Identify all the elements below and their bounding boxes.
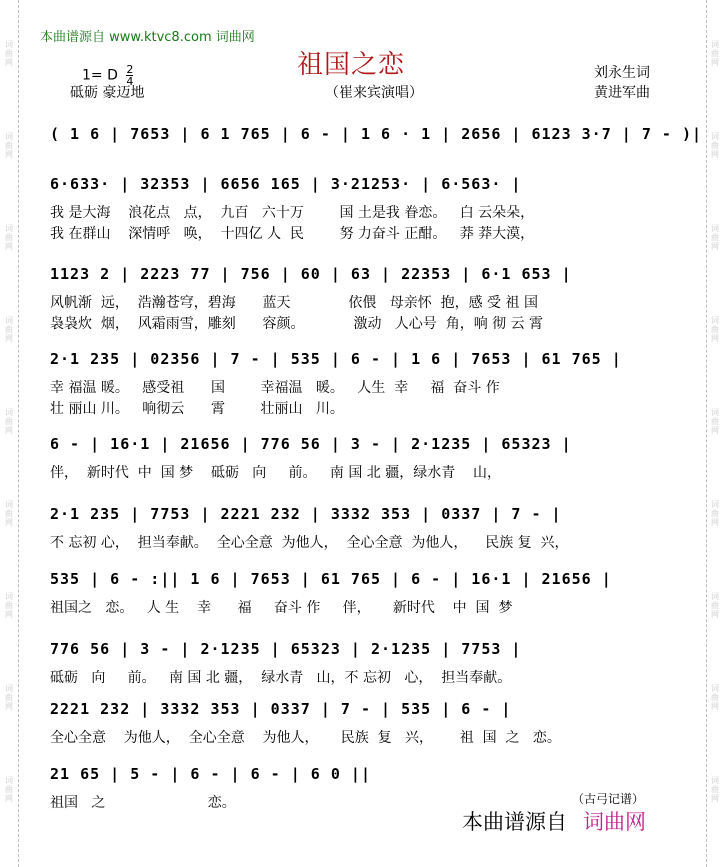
bottom-logo-text: 本曲谱源自 <box>462 810 567 834</box>
lyrics-verse-1: 风帆渐 远， 浩瀚苍穹，碧海 蓝天 依偎 母亲怀 抱，感 受 祖 国 <box>50 295 538 311</box>
key-label: 1= D <box>82 67 118 84</box>
lyricist-credit: 刘永生词 <box>594 65 650 81</box>
watermark-text: 词 曲 网 <box>5 684 13 711</box>
lyrics-verse-1: 砥砺 向 前。 南 国 北 疆， 绿水青 山，不 忘初 心， 担当奉献。 <box>50 670 512 686</box>
watermark-text: 词 曲 网 <box>5 776 13 803</box>
lyrics-verse-1: 祖国之 恋。 人 生 幸 福 奋斗 作 伴， 新时代 中 国 梦 <box>50 600 513 616</box>
watermark-text: 词 曲 网 <box>711 500 719 527</box>
watermark-text: 词 曲 网 <box>5 40 13 67</box>
watermark-text: 词 曲 网 <box>711 316 719 343</box>
score-notes-row: 1123 2 | 2223 77 | 756 | 60 | 63 | 22353 | 6·1 653 | <box>50 265 572 283</box>
lyrics-verse-2: 袅袅炊 烟， 风霜雨雪，雕刻 容颜。 激动 人心号 角，响 彻 云 霄 <box>50 316 544 332</box>
singer-credit: （崔来宾演唱） <box>325 85 423 101</box>
watermark-text: 词 曲 网 <box>5 500 13 527</box>
score-notes-row: 6 - | 16·1 | 21656 | 776 56 | 3 - | 2·1235 | 65323 | <box>50 435 572 453</box>
time-denominator: 4 <box>126 75 134 88</box>
tempo-marking: 砥砺 豪迈地 <box>70 85 145 101</box>
watermark-text: 词 曲 网 <box>711 684 719 711</box>
bottom-logo <box>462 806 646 836</box>
score-notes-row: 6·633· | 32353 | 6656 165 | 3·21253· | 6·563· | <box>50 175 522 193</box>
score-notes-row: 2·1 235 | 7753 | 2221 232 | 3332 353 | 0337 | 7 - | <box>50 505 562 523</box>
bottom-logo-site: 词曲网 <box>583 810 646 834</box>
score-notes-row: 21 65 | 5 - | 6 - | 6 - | 6 0 || <box>50 765 371 783</box>
watermark-text: 词 曲 网 <box>711 132 719 159</box>
watermark-text: 词 曲 网 <box>711 408 719 435</box>
score-notes-row: 2·1 235 | 02356 | 7 - | 535 | 6 - | 1 6 | 7653 | 61 765 | <box>50 350 622 368</box>
watermark-text: 词 曲 网 <box>5 316 13 343</box>
transcriber-note: （古弓记谱） <box>572 792 645 806</box>
watermark-text: 词 曲 网 <box>711 776 719 803</box>
song-title: 祖国之恋 <box>297 50 406 80</box>
score-notes-row: 535 | 6 - :|| 1 6 | 7653 | 61 765 | 6 - | 16·1 | 21656 | <box>50 570 612 588</box>
watermark-text: 词 曲 网 <box>711 40 719 67</box>
lyrics-verse-1: 全心全意 为他人， 全心全意 为他人， 民族 复 兴， 祖 国 之 恋。 <box>50 730 561 746</box>
score-notes-row: 776 56 | 3 - | 2·1235 | 65323 | 2·1235 | 7753 | <box>50 640 522 658</box>
watermark-text: 词 曲 网 <box>5 132 13 159</box>
source-header: 本曲谱源自 www.ktvc8.com 词曲网 <box>40 30 255 45</box>
lyrics-verse-1: 幸 福温 暖。 感受祖 国 幸福温 暖。 人生 幸 福 奋斗 作 <box>50 380 500 396</box>
lyrics-verse-2: 我 在群山 深情呼 唤， 十四亿 人 民 努 力奋斗 正酣。 莽 莽大漠， <box>50 226 535 242</box>
watermark-text: 词 曲 网 <box>711 224 719 251</box>
lyrics-verse-1: 伴， 新时代 中 国 梦 砥砺 向 前。 南 国 北 疆，绿水青 山， <box>50 465 502 481</box>
lyrics-verse-2: 壮 丽山 川。 响彻云 霄 壮丽山 川。 <box>50 401 344 417</box>
lyrics-verse-1: 不 忘初 心， 担当奉献。 全心全意 为他人， 全心全意 为他人， 民族 复 兴， <box>50 535 569 551</box>
score-notes-row: ( 1 6 | 7653 | 6 1 765 | 6 - | 1 6 · 1 | 2656 | 6123 3·7 | 7 - )| <box>50 125 702 143</box>
lyrics-verse-1: 我 是大海 浪花点 点， 九百 六十万 国 土是我 眷恋。 白 云朵朵， <box>50 205 535 221</box>
watermark-text: 词 曲 网 <box>5 592 13 619</box>
watermark-text: 词 曲 网 <box>711 592 719 619</box>
lyrics-verse-1: 祖国 之 恋。 <box>50 795 236 811</box>
watermark-text: 词 曲 网 <box>5 408 13 435</box>
watermark-text: 词 曲 网 <box>5 224 13 251</box>
time-numerator: 2 <box>126 63 134 76</box>
score-notes-row: 2221 232 | 3332 353 | 0337 | 7 - | 535 | 6 - | <box>50 700 512 718</box>
composer-credit: 黄进军曲 <box>594 85 650 101</box>
